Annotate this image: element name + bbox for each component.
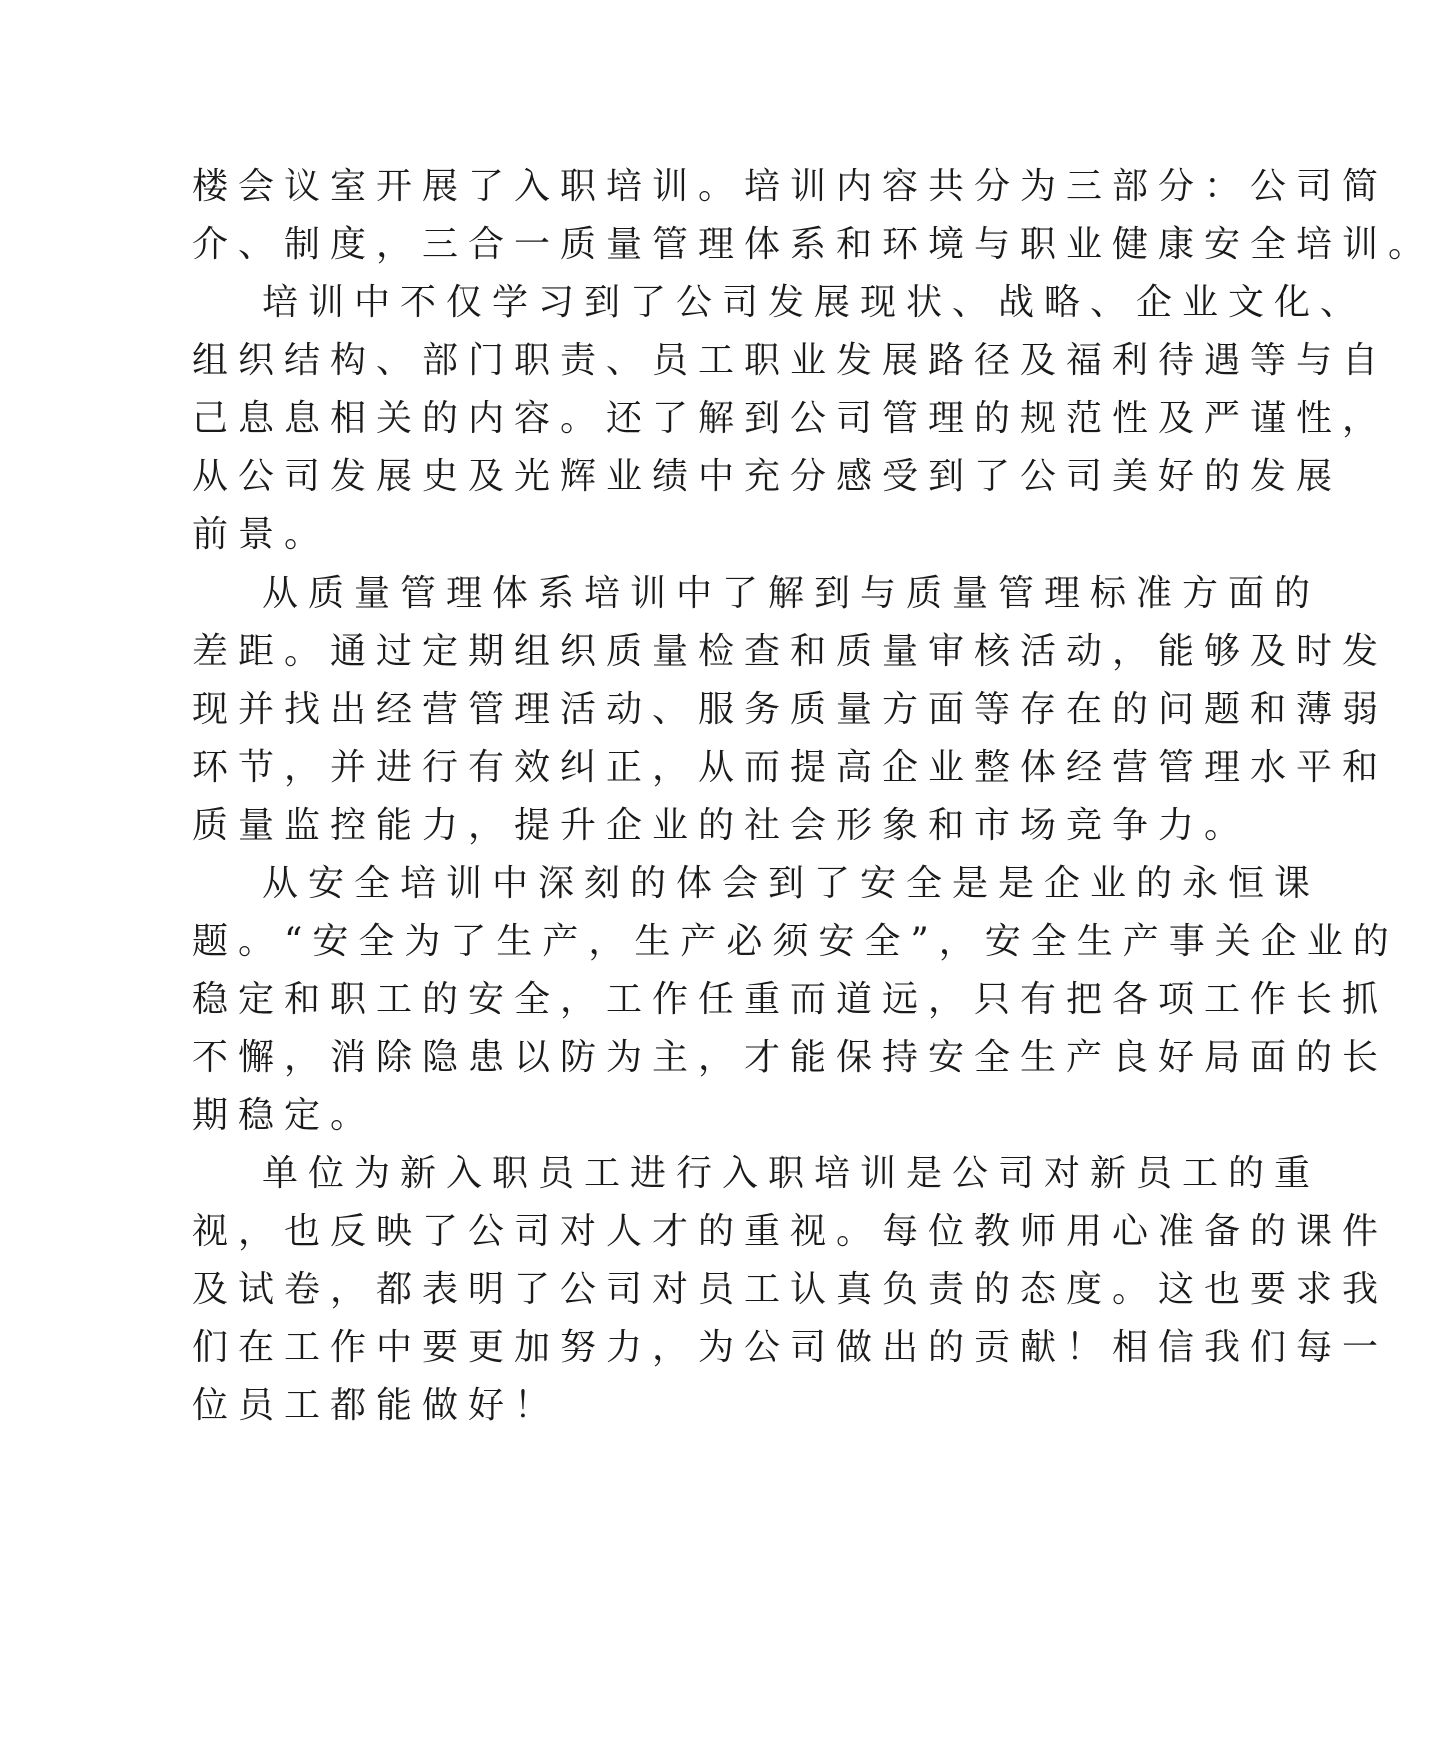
- text-line: 稳定和职工的安全，工作任重而道远，只有把各项工作长抓: [192, 979, 1389, 1020]
- text-line: 们在工作中要更加努力，为公司做出的贡献！相信我们每一: [192, 1327, 1389, 1368]
- text-line: 己息息相关的内容。还了解到公司管理的规范性及严谨性，: [192, 398, 1389, 439]
- text-line: 环节，并进行有效纠正，从而提高企业整体经营管理水平和: [192, 747, 1389, 788]
- paragraph-start-line: 从质量管理体系培训中了解到与质量管理标准方面的: [262, 573, 1321, 614]
- text-line: 位员工都能做好！: [192, 1385, 561, 1426]
- paragraph-start-line: 单位为新入职员工进行入职培训是公司对新员工的重: [262, 1153, 1321, 1194]
- text-line: 题。“安全为了生产，生产必须安全”，安全生产事关企业的: [192, 921, 1399, 962]
- text-line: 视，也反映了公司对人才的重视。每位教师用心准备的课件: [192, 1211, 1389, 1252]
- text-line: 介、制度，三合一质量管理体系和环境与职业健康安全培训。: [192, 224, 1434, 265]
- paragraph-start-line: 从安全培训中深刻的体会到了安全是是企业的永恒课: [262, 863, 1321, 904]
- text-line: 组织结构、部门职责、员工职业发展路径及福利待遇等与自: [192, 340, 1389, 381]
- text-line: 不懈，消除隐患以防为主，才能保持安全生产良好局面的长: [192, 1037, 1389, 1078]
- text-line: 楼会议室开展了入职培训。培训内容共分为三部分：公司简: [192, 166, 1389, 207]
- text-line: 从公司发展史及光辉业绩中充分感受到了公司美好的发展: [192, 456, 1343, 497]
- text-line: 前景。: [192, 514, 331, 555]
- text-line: 及试卷，都表明了公司对员工认真负责的态度。这也要求我: [192, 1269, 1389, 1310]
- text-line: 质量监控能力，提升企业的社会形象和市场竞争力。: [192, 805, 1251, 846]
- text-line: 现并找出经营管理活动、服务质量方面等存在的问题和薄弱: [192, 689, 1389, 730]
- text-line: 差距。通过定期组织质量检查和质量审核活动，能够及时发: [192, 631, 1389, 672]
- paragraph-start-line: 培训中不仅学习到了公司发展现状、战略、企业文化、: [262, 282, 1367, 323]
- text-line: 期稳定。: [192, 1095, 377, 1136]
